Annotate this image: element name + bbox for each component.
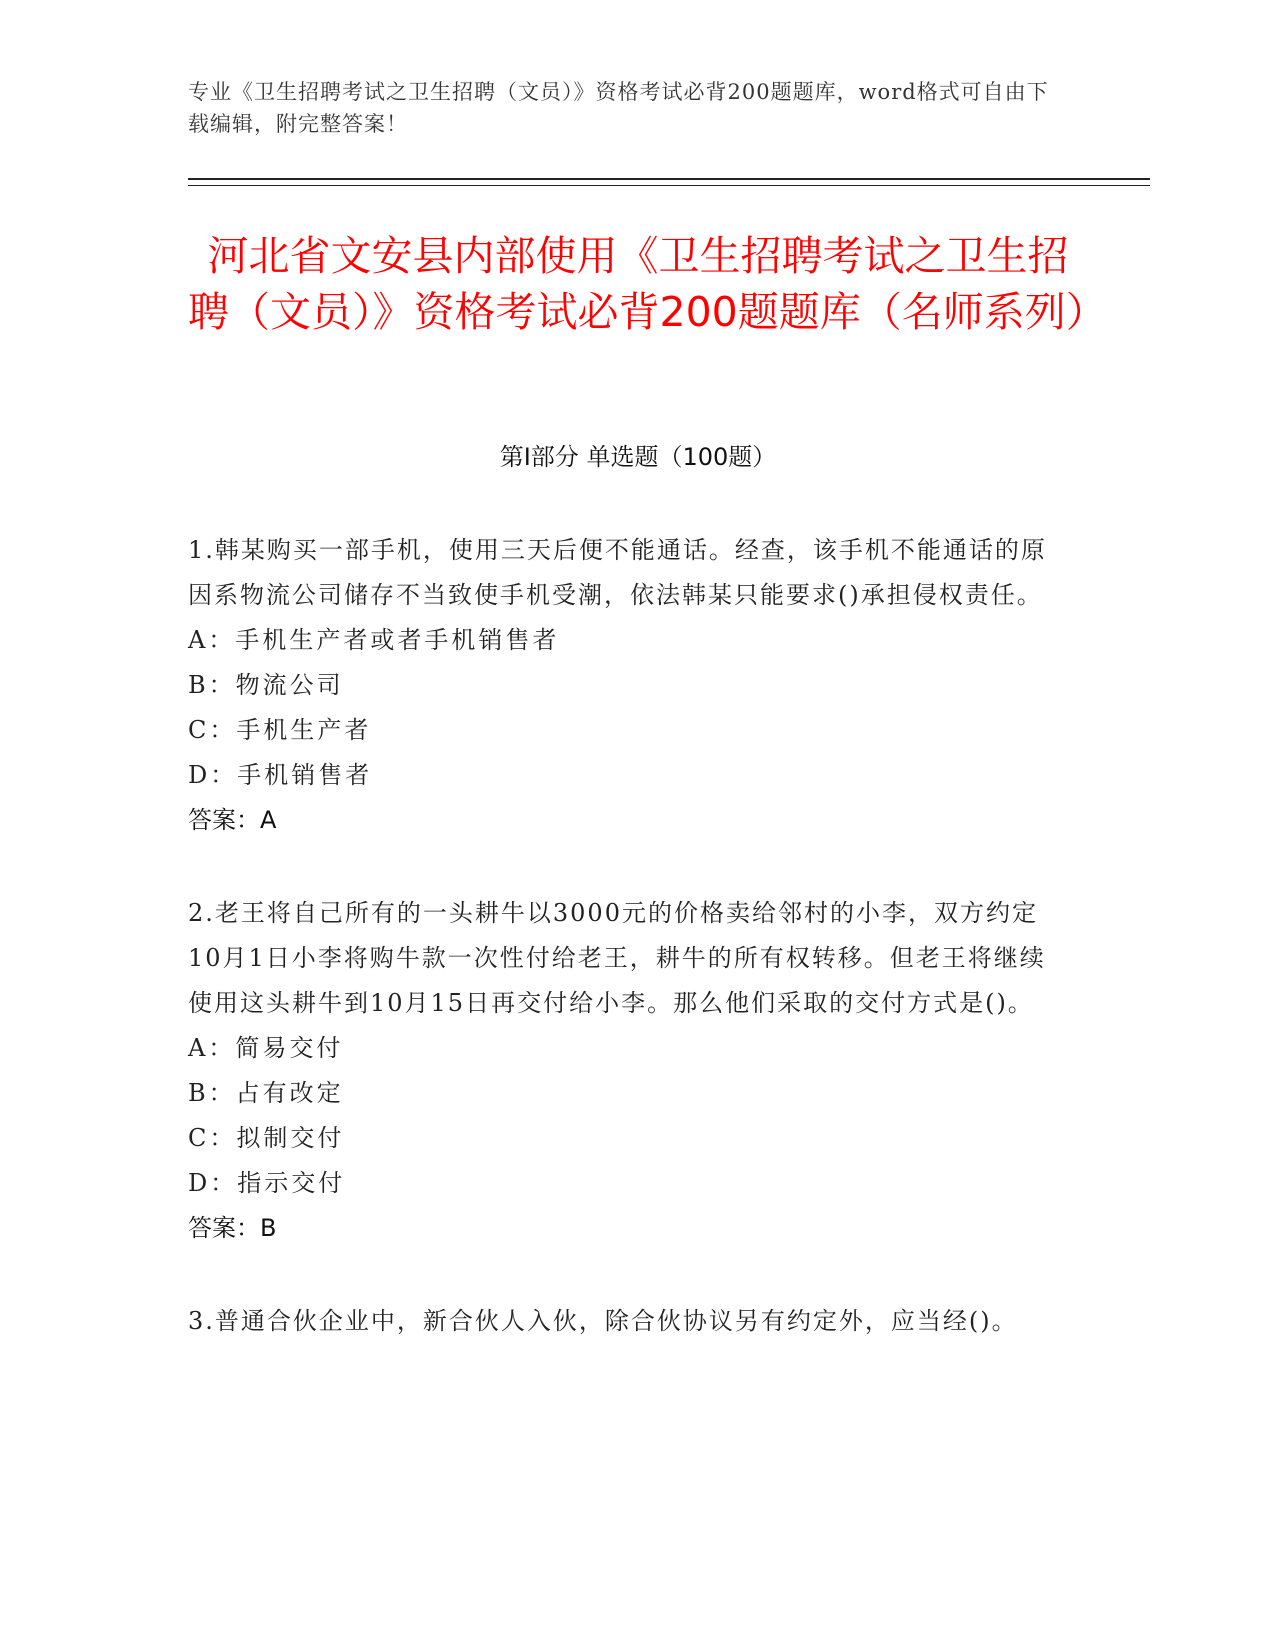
answer-line: 答案：B: [188, 1214, 277, 1242]
document-title: 河北省文安县内部使用《卫生招聘考试之卫生招聘（文员）》资格考试必背200题题库（名师系列）: [188, 232, 1107, 336]
question-text: 1.韩某购买一部手机，使用三天后便不能通话。经查，该手机不能通话的原因系物流公司储存不当致使手机受潮，依法韩某只能要求()承担侵权责任。: [188, 536, 1047, 609]
option-a: A：简易交付: [188, 1034, 344, 1062]
option-a: A：手机生产者或者手机销售者: [188, 626, 560, 654]
header-note: 专业《卫生招聘考试之卫生招聘（文员）》资格考试必背200题题库，word格式可自由下载编辑，附完整答案！: [188, 80, 1049, 136]
question-1: [188, 528, 1068, 843]
option-c: C：拟制交付: [188, 1124, 345, 1152]
option-d: D：手机销售者: [188, 761, 373, 789]
option-d: D：指示交付: [188, 1169, 346, 1197]
question-list: [188, 528, 1068, 1392]
header-divider-thick: [188, 178, 1150, 180]
option-b: B：占有改定: [188, 1079, 344, 1107]
option-c: C：手机生产者: [188, 716, 372, 744]
header-divider-thin: [188, 185, 1150, 186]
question-2: [188, 891, 1068, 1251]
option-b: B：物流公司: [188, 671, 344, 699]
question-3: [188, 1299, 1068, 1344]
question-text: 3.普通合伙企业中，新合伙人入伙，除合伙协议另有约定外，应当经()。: [188, 1307, 1018, 1335]
answer-line: 答案：A: [188, 806, 277, 834]
section-heading: 第Ⅰ部分 单选题（100题）: [499, 443, 777, 471]
question-text: 2.老王将自己所有的一头耕牛以3000元的价格卖给邻村的小李，双方约定10月1日小李将购牛款一次性付给老王，耕牛的所有权转移。但老王将继续使用这头耕牛到10月15日再交付给小李。那么他们采取的交付方式是()。: [188, 899, 1046, 1017]
